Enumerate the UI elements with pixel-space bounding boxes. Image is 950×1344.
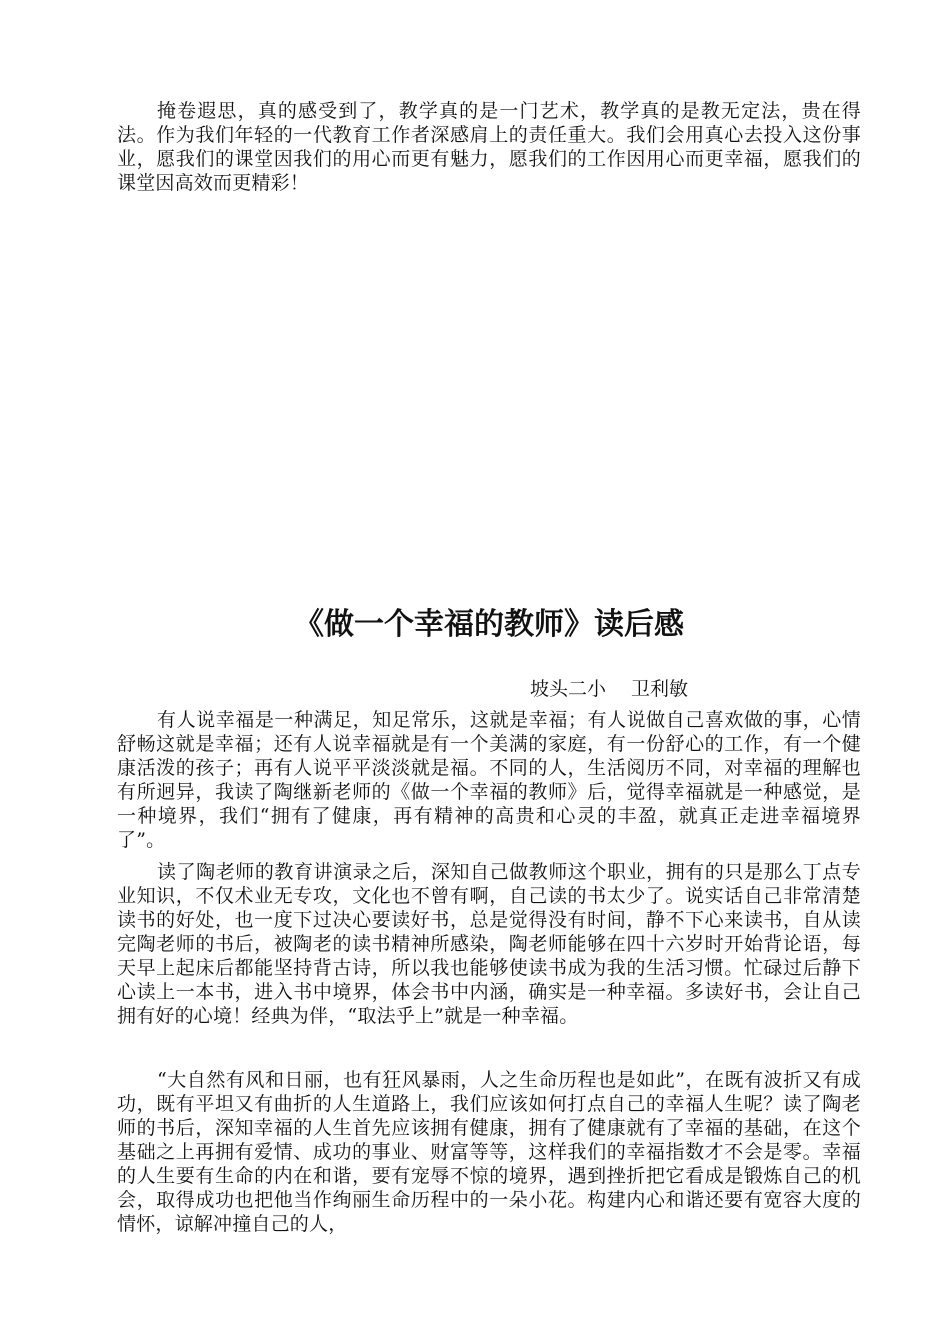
intro-paragraph: 掩卷遐思，真的感受到了，教学真的是一门艺术，教学真的是教无定法，贵在得法。作为我们年轻的一代教育工作者深感肩上的责任重大。我们会用真心去投入这份事业，愿我们的课堂因我们的用心而更有魅力，愿我们的工作因用心而更幸福，愿我们的课堂因高效而更精彩！ (117, 100, 861, 194)
author-line: 坡头二小 卫利敏 (530, 678, 689, 700)
body-paragraph-1: 有人说幸福是一种满足，知足常乐，这就是幸福；有人说做自己喜欢做的事，心情舒畅这就是幸福；还有人说幸福就是有一个美满的家庭，有一份舒心的工作，有一个健康活泼的孩子；再有人说平平淡淡就是福。不同的人，生活阅历不同，对幸福的理解也有所迥异，我读了陶继新老师的《做一个幸福的教师》后，觉得幸福就是一种感觉，是一种境界，我们“拥有了健康，再有精神的高贵和心灵的丰盈，就真正走进幸福境界了”。 (117, 709, 861, 851)
document-title: 《做一个幸福的教师》读后感 (294, 607, 684, 642)
body-paragraph-3: “大自然有风和日丽，也有狂风暴雨，人之生命历程也是如此”，在既有波折又有成功，既有平坦又有曲折的人生道路上，我们应该如何打点自己的幸福人生呢？读了陶老师的书后，深知幸福的人生首先应该拥有健康，拥有了健康就有了幸福的基础，在这个基础之上再拥有爱情、成功的事业、财富等等，这样我们的幸福指数才不会是零。幸福的人生要有生命的内在和谐，要有宠辱不惊的境界，遇到挫折把它看成是锻炼自己的机会，取得成功也把他当作绚丽生命历程中的一朵小花。构建内心和谐还要有宽容大度的情怀，谅解冲撞自己的人， (117, 1069, 861, 1235)
body-paragraph-2: 读了陶老师的教育讲演录之后，深知自己做教师这个职业，拥有的只是那么丁点专业知识，不仅术业无专攻，文化也不曾有啊，自己读的书太少了。说实话自己非常清楚读书的好处，也一度下过决心要读好书，总是觉得没有时间，静不下心来读书，自从读完陶老师的书后，被陶老的读书精神所感染，陶老师能够在四十六岁时开始背论语，每天早上起床后都能坚持背古诗，所以我也能够使读书成为我的生活习惯。忙碌过后静下心读上一本书，进入书中境界，体会书中内涵，确实是一种幸福。多读好书，会让自己拥有好的心境！经典为伴，“取法乎上”就是一种幸福。 (117, 861, 861, 1027)
